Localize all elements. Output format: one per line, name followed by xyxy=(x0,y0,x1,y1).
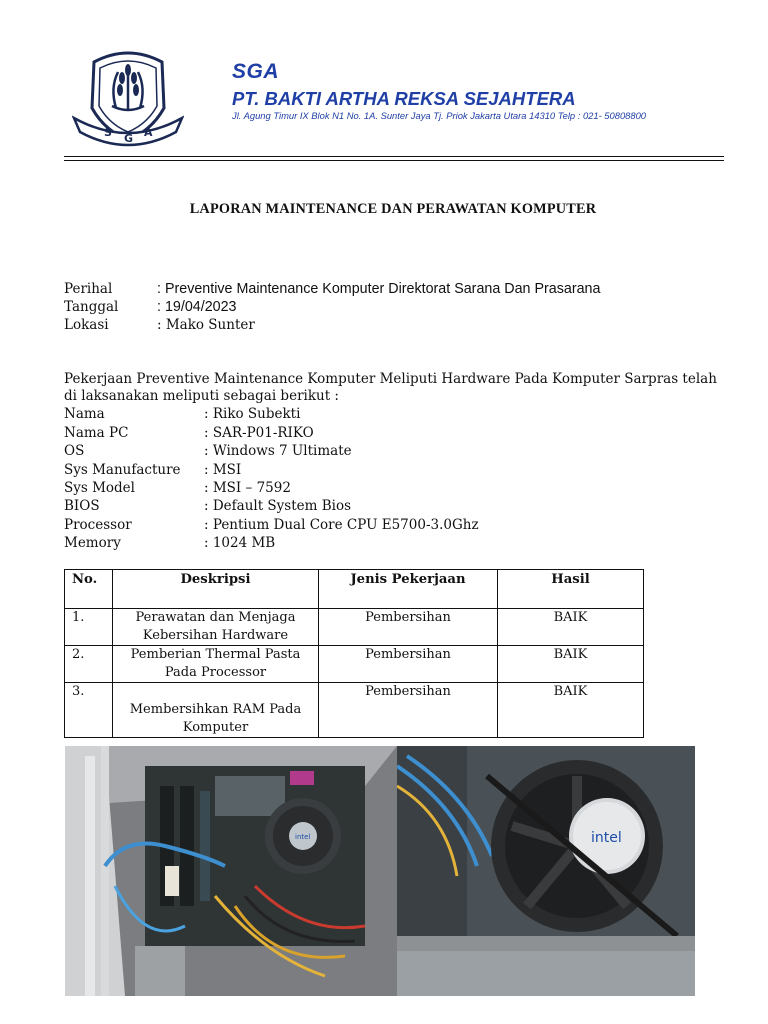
spec-label: BIOS xyxy=(64,498,100,514)
spec-label: Sys Model xyxy=(64,480,135,496)
desc-line: Pemberian Thermal Pasta xyxy=(130,647,301,662)
spec-label: Nama PC xyxy=(64,424,129,441)
header-hasil: Hasil xyxy=(498,570,644,609)
spec-row-nama-pc xyxy=(64,425,664,443)
cell-deskripsi xyxy=(113,683,319,738)
cell-jenis: Pembersihan xyxy=(319,683,498,738)
header-no: No. xyxy=(65,570,113,609)
spec-value: : SAR-P01-RIKO xyxy=(204,424,314,441)
meta-value: : 19/04/2023 xyxy=(157,299,237,315)
spec-label: Nama xyxy=(64,406,105,422)
spec-row-bios xyxy=(64,498,664,516)
spec-row-memory xyxy=(64,535,664,553)
table-row xyxy=(65,683,644,738)
table-row xyxy=(65,646,644,683)
cpu-brand-label: intel xyxy=(295,833,311,841)
cell-jenis: Pembersihan xyxy=(319,609,498,646)
cell-hasil: BAIK xyxy=(498,683,644,738)
desc-line: Perawatan dan Menjaga xyxy=(135,610,296,625)
report-meta xyxy=(64,280,744,336)
report-title: LAPORAN MAINTENANCE DAN PERAWATAN KOMPUTER xyxy=(189,201,597,217)
cell-hasil: BAIK xyxy=(498,646,644,683)
meta-label: Lokasi xyxy=(64,317,109,333)
spec-label: Memory xyxy=(64,535,121,551)
header-deskripsi: Deskripsi xyxy=(113,570,319,609)
spec-row-nama xyxy=(64,406,664,424)
spec-row-sys-manufacture xyxy=(64,462,664,480)
spec-label: Processor xyxy=(64,516,132,533)
spec-value: : MSI – 7592 xyxy=(204,480,291,496)
company-logo xyxy=(72,48,184,148)
photo-pc-interior xyxy=(65,746,397,996)
table-header-row xyxy=(65,570,644,609)
meta-label: Tanggal xyxy=(64,299,119,315)
spec-label: Sys Manufacture xyxy=(64,461,181,478)
spec-label: OS xyxy=(64,443,85,459)
meta-row-perihal xyxy=(64,280,744,298)
meta-row-tanggal xyxy=(64,298,744,316)
spec-row-os xyxy=(64,443,664,461)
cpu-brand-label: intel xyxy=(591,830,622,846)
cell-hasil: BAIK xyxy=(498,609,644,646)
cell-jenis: Pembersihan xyxy=(319,646,498,683)
spec-value: : MSI xyxy=(204,461,242,478)
header-jenis-pekerjaan: Jenis Pekerjaan xyxy=(319,570,498,609)
meta-label: Perihal xyxy=(64,281,113,297)
header-divider-thin xyxy=(64,160,724,161)
meta-value: : Preventive Maintenance Komputer Direktorat Sarana Dan Prasarana xyxy=(157,281,601,297)
spec-row-processor xyxy=(64,517,664,535)
logo-letter-g: G xyxy=(124,132,134,145)
desc-line: Pada Processor xyxy=(164,665,267,680)
desc-line: Kebersihan Hardware xyxy=(142,628,289,643)
spec-row-sys-model xyxy=(64,480,664,498)
spec-value: : 1024 MB xyxy=(204,535,276,551)
spec-value: : Default System Bios xyxy=(204,498,352,514)
meta-value: : Mako Sunter xyxy=(157,317,255,333)
spec-value: : Windows 7 Ultimate xyxy=(204,443,352,459)
desc-line: Membersihkan RAM Pada xyxy=(129,702,302,717)
photo-cpu-fan xyxy=(397,746,695,996)
meta-row-lokasi xyxy=(64,316,744,334)
intro-paragraph: Pekerjaan Preventive Maintenance Komputer Meliputi Hardware Pada Komputer Sarpras telah di laksanakan meliputi sebagai berikut : xyxy=(64,371,717,404)
logo-letter-a: A xyxy=(144,126,153,139)
company-address: Jl. Agung Timur IX Blok N1 No. 1A. Sunter Jaya Tj. Priok Jakarta Utara 14310 Telp : 021- 50808800 xyxy=(232,110,647,121)
desc-line: Komputer xyxy=(182,720,249,735)
spec-value: : Riko Subekti xyxy=(204,406,301,422)
cell-deskripsi xyxy=(113,646,319,683)
brand-name: SGA xyxy=(232,60,280,83)
cell-no: 2. xyxy=(65,646,113,683)
logo-letter-s: S xyxy=(104,126,112,139)
maintenance-table xyxy=(64,569,644,738)
company-name: PT. BAKTI ARTHA REKSA SEJAHTERA xyxy=(232,88,576,109)
cell-deskripsi xyxy=(113,609,319,646)
table-row xyxy=(65,609,644,646)
header-divider xyxy=(64,156,724,157)
spec-value: : Pentium Dual Core CPU E5700-3.0Ghz xyxy=(204,516,479,533)
cell-no: 1. xyxy=(65,609,113,646)
cell-no: 3. xyxy=(65,683,113,738)
